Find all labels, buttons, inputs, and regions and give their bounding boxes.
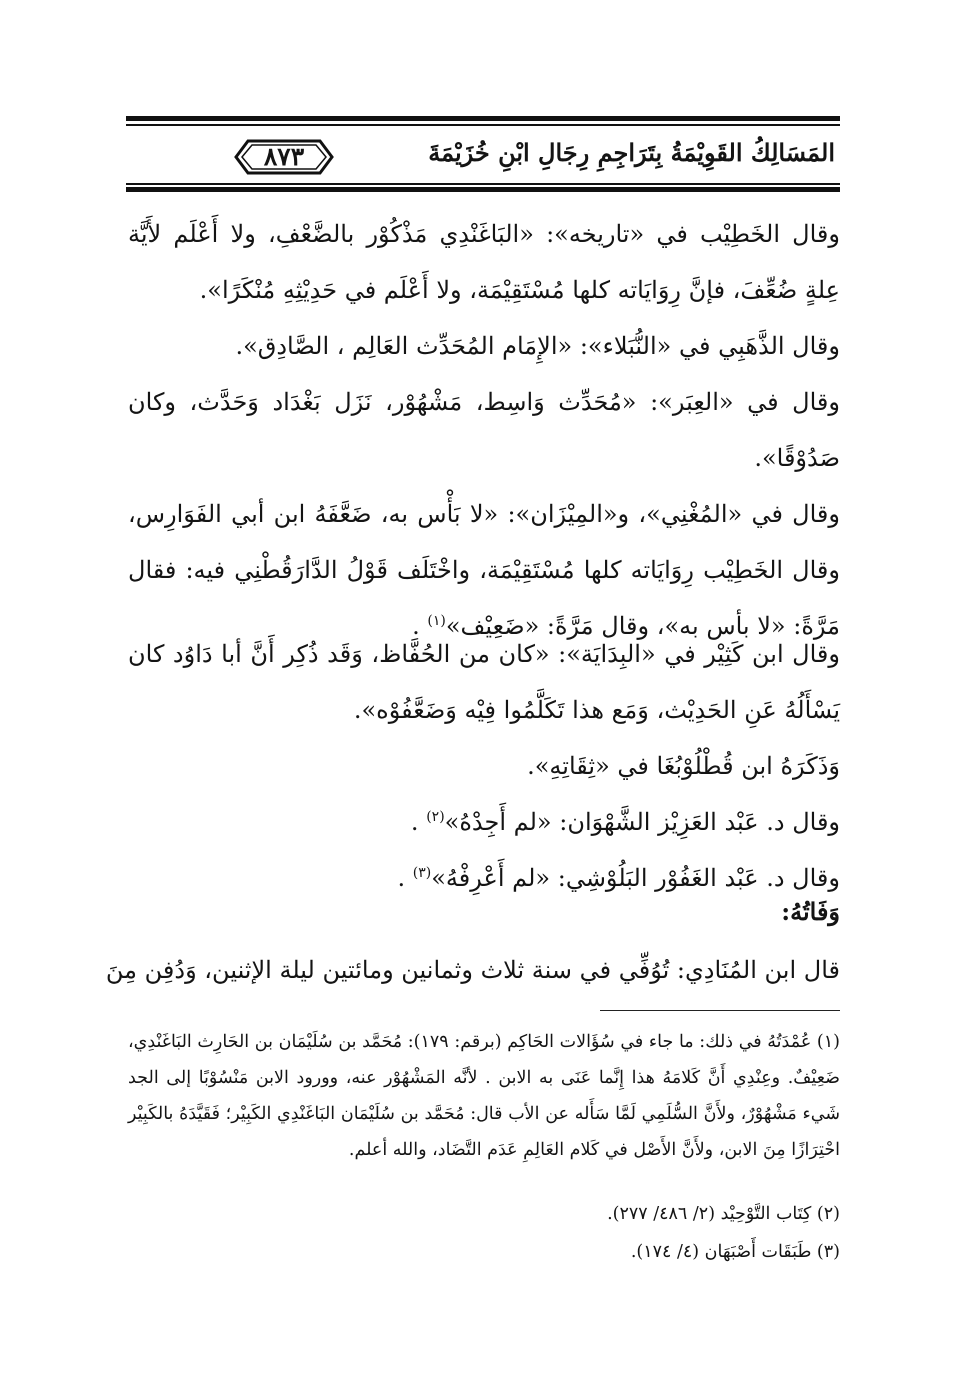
footnote-separator [600, 1010, 840, 1011]
paragraph-ibar: وقال في «العِبَر»: «مُحَدِّث وَاسِط، مَشْهُوْر، نَزَل بَغْدَاد وَحَدَّث، وكان صَدُوْقًا». [128, 388, 840, 472]
page-number-badge [232, 136, 336, 178]
running-head: المَسَالِكُ القَوِيْمَةُ بِتَرَاجِمِ رِجَالِ ابْنِ خُزَيْمَةَ [428, 138, 835, 167]
footnote-1: (١) عُمْدَتُهُ في ذلك: ما جاء في سُؤَالات الحَاكِم (برقم: ١٧٩): مُحَمَّد بن سُلَيْمَان بن الحَارِث البَاغَنْدِي، ضَعِيْفٌ. وعِنْدِي أَنَّ كَلامَهُ هذا إِنَّما عَنَى به الابن . لأنَّه المَشْهُوْر عنه، وورود الابن مَنْسُوْبًا إلى الجد شَيء مَشْهُوْرٌ، ولأَنَّ السُّلَمِي لَمَّا سَأَله عن الأب قال: مُحَمَّد بن سُلَيْمَان البَاغَنْدِي الكَبِيْر؛ فَقَيَّدَهُ بالكَبِيْر احْتِرَازًا مِنَ الابن، ولأَنَّ الأَصْل في كَلام العَالِمِ عَدَم التَّضَاد، والله أعلم. [128, 1032, 840, 1160]
paragraph-end-mark: . [410, 808, 427, 836]
page-number: ٨٧٣ [263, 142, 305, 171]
paragraph-shahwan-text: وقال د. عَبْد العَزِيْز الشَّهْوَان: «لم أَجِدْهُ» [444, 808, 840, 836]
section-heading-death: وَفَاتُهُ: [781, 897, 840, 926]
paragraph-end-mark: . [397, 864, 413, 892]
paragraph-shahwan [128, 794, 880, 850]
paragraph-ibn-kathir: وقال ابن كَثِيْر في «البِدَايَة»: «كان من الحُفَّاظ، وَقَد ذُكِر أَنَّ أبا دَاوُد كان يَسْأَلُهُ عَنِ الحَدِيْث، وَمَع هذا تَكَلَّمُوا فِيْه وَضَعَّفُوْه». [128, 640, 840, 724]
paragraph-dhahabi-nubala: وقال الذَّهَبِي في «النُّبَلاء»: «الإِمَام المُحَدِّث العَالِم ، الصَّادِق». [235, 332, 840, 360]
paragraph-mughni-text: وقال في «المُغْنِي»، و«المِيْزَان»: «لا بَأْس به، ضَعَّفَهُ ابن أبي الفَوَارِس، وقال الخَطِيْب رِوَايَاته كلها مُسْتَقِيْمَة، واخْتَلَف قَوْلُ الدَّارَقُطْنِي فيه: فقال مَرَّةً: «لا بأس به»، وقال مَرَّةً: «ضَعِيْف» [128, 500, 840, 640]
header-rule-thin-bottom [126, 183, 840, 185]
paragraph-khatib: وقال الخَطِيْب في «تاريخه»: «البَاغَنْدِي مَذْكُوْر بالضَّعْفِ، ولا أَعْلَم لأَيَّة عِلةٍ ضُعِّفَ، فإنَّ رِوَايَاته كلها مُسْتَقِيْمَة، ولا أَعْلَم في حَدِيْثِهِ مُنْكَرًا». [128, 220, 840, 304]
header-rule-thick-top [126, 116, 840, 121]
paragraph-ibn-munadi: قال ابن المُنَادِي: تُوُفِّي في سنة ثلاث وثمانين ومائتين ليلة الإثنين، وَدُفِن مِنَ [105, 956, 840, 984]
footnote-ref-2: (٢) [426, 809, 445, 825]
footnote-ref-1: (١) [427, 613, 446, 629]
footnote-ref-3: (٣) [412, 865, 432, 881]
paragraph-end-mark: . [412, 612, 428, 640]
paragraph-baloushi-text: وقال د. عَبْد الغَفُوْر البَلُوْشِي: «لم أَعْرِفْهُ» [431, 864, 840, 892]
paragraph-qutlubugha: وَذَكَرَهُ ابن قُطْلُوْبُغَا في «ثِقَاتِهِ». [527, 752, 840, 780]
header-rule-thick-bottom [126, 187, 840, 192]
header-rule-thin-top [126, 124, 840, 126]
footnote-3: (٣) طَبَقَات أَصْبَهَان (٤/ ١٧٤). [630, 1242, 840, 1262]
footnote-2: (٢) كِتَاب التَّوْحِيْد (٢/ ٤٨٦/ ٢٧٧). [607, 1204, 840, 1224]
